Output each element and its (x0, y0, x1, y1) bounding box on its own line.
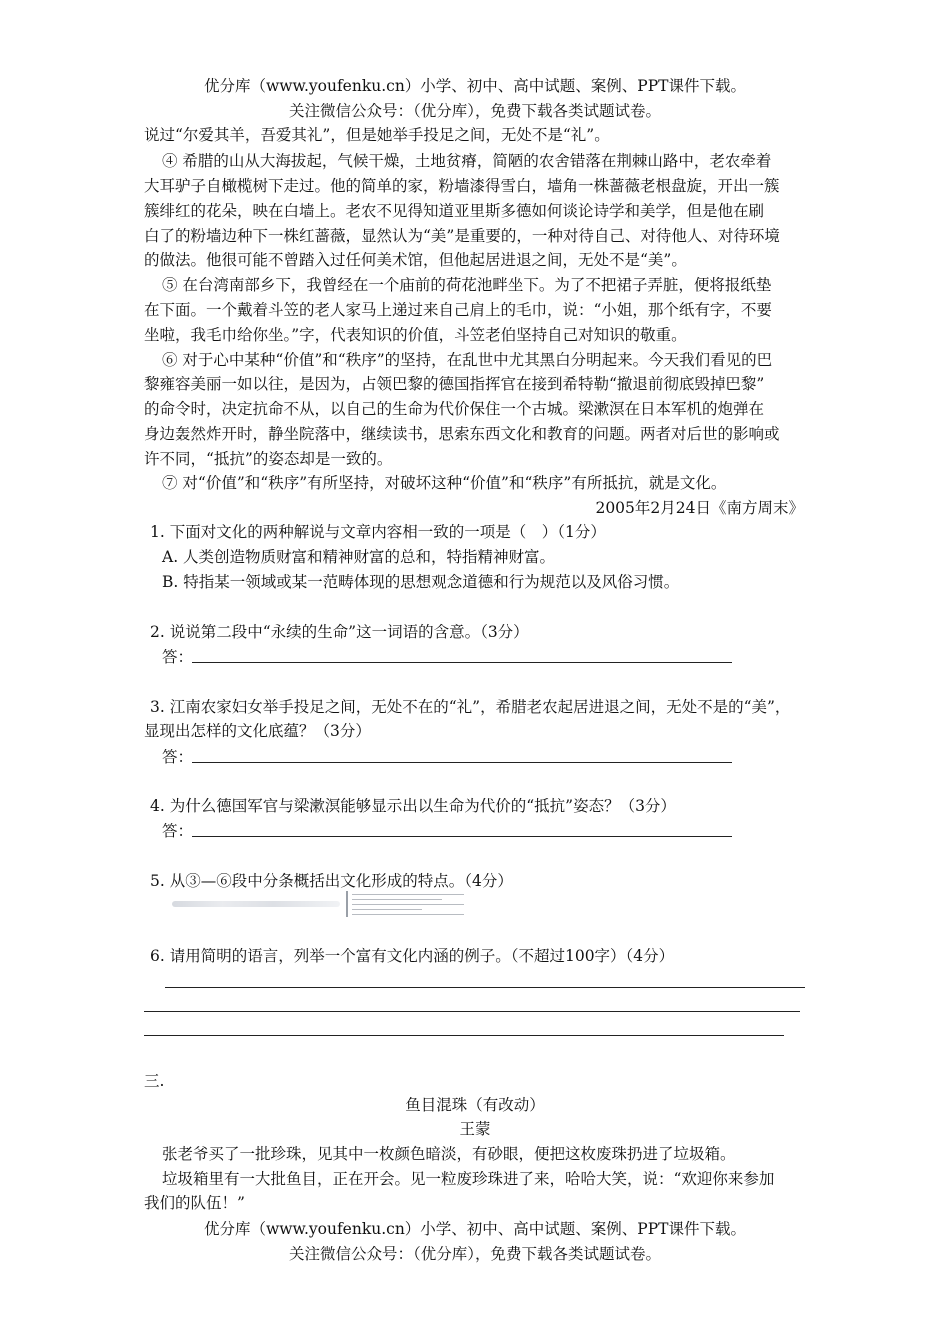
question-3-line-2: 显现出怎样的文化底蕴？（3分） (144, 722, 371, 740)
answer-line-q6-2[interactable] (144, 1011, 800, 1012)
answer-label: 答： (162, 822, 194, 840)
answer-label: 答： (162, 648, 194, 666)
answer-line-q2[interactable] (192, 662, 732, 663)
article-line: 大耳驴子自橄榄树下走过。他的简单的家，粉墙漆得雪白，墙角一株蔷薇老根盘旋，开出一簇 (144, 177, 780, 195)
blurred-smudge (172, 901, 340, 907)
article-line: 的命令时，决定抗命不从，以自己的生命为代价保住一个古城。梁漱溟在日本军机的炮弹在 (144, 400, 765, 418)
article-line: 许不同，“抵抗”的姿态却是一致的。 (144, 450, 393, 468)
footer-line-1: 优分库（www.youfenku.cn）小学、初中、高中试题、案例、PPT课件下载。 (203, 1220, 747, 1238)
article-line: 说过“尔爱其羊，吾爱其礼”，但是她举手投足之间，无处不是“礼”。 (144, 126, 610, 144)
section-paragraph-1: 张老爷买了一批珍珠，见其中一枚颜色暗淡，有砂眼，便把这枚废珠扔进了垃圾箱。 (162, 1145, 736, 1163)
answer-label: 答： (162, 748, 194, 766)
question-4: 4. 为什么德国军官与梁漱溟能够显示出以生命为代价的“抵抗”姿态？（3分） (150, 797, 676, 815)
question-2: 2. 说说第二段中“永续的生命”这一词语的含意。（3分） (150, 623, 529, 641)
blurred-answer-image (172, 891, 472, 917)
article-line: 黎雍容美丽一如以往，是因为，占领巴黎的德国指挥官在接到希特勒“撤退前彻底毁掉巴黎” (144, 375, 765, 393)
section-title: 鱼目混珠（有改动） (405, 1096, 545, 1114)
article-line: ⑤ 在台湾南部乡下，我曾经在一个庙前的荷花池畔坐下。为了不把裙子弄脏，便将报纸垫 (162, 276, 772, 294)
article-line: 的做法。他很可能不曾踏入过任何美术馆，但他起居进退之间，无处不是“美”。 (144, 251, 687, 269)
article-line: 簇绯红的花朵，映在白墙上。老农不见得知道亚里斯多德如何谈论诗学和美学，但是他在刷 (144, 202, 765, 220)
article-line: ⑥ 对于心中某种“价值”和“秩序”的坚持，在乱世中尤其黑白分明起来。今天我们看见的巴 (162, 351, 773, 369)
section-paragraph-2-line-1: 垃圾箱里有一大批鱼目，正在开会。见一粒废珍珠进了来，哈哈大笑，说：“欢迎你来参加 (162, 1170, 775, 1188)
question-6: 6. 请用简明的语言，列举一个富有文化内涵的例子。（不超过100字）（4分） (150, 947, 675, 965)
answer-line-q6-3[interactable] (144, 1035, 784, 1036)
section-author: 王蒙 (459, 1120, 491, 1138)
section-number: 三. (144, 1072, 165, 1090)
question-5: 5. 从③—⑥段中分条概括出文化形成的特点。（4分） (150, 872, 513, 890)
article-line: ⑦ 对“价值”和“秩序”有所坚持，对破坏这种“价值”和“秩序”有所抵抗，就是文化。 (162, 474, 727, 492)
question-1: 1. 下面对文化的两种解说与文章内容相一致的一项是（ ）（1分） (150, 523, 606, 541)
header-line-2: 关注微信公众号：（优分库），免费下载各类试题试卷。 (288, 102, 661, 120)
header-line-1: 优分库（www.youfenku.cn）小学、初中、高中试题、案例、PPT课件下载。 (203, 77, 747, 95)
article-source: 2005年2月24日《南方周末》 (595, 499, 804, 517)
answer-line-q6-1[interactable] (165, 987, 805, 988)
mini-table-thumbnail (346, 891, 472, 917)
article-line: 身边轰然炸开时，静坐院落中，继续读书，思索东西文化和教育的问题。两者对后世的影响或 (144, 425, 780, 443)
answer-line-q3[interactable] (192, 762, 732, 763)
article-line: 在下面。一个戴着斗笠的老人家马上递过来自己肩上的毛巾，说：“小姐，那个纸有字，不要 (144, 301, 772, 319)
article-line: 白了的粉墙边种下一株红蔷薇，显然认为“美”是重要的，一种对待自己、对待他人、对待环境 (144, 227, 780, 245)
question-1-option-b: B. 特指某一领域或某一范畴体现的思想观念道德和行为规范以及风俗习惯。 (162, 573, 680, 591)
section-paragraph-2-line-2: 我们的队伍！” (144, 1194, 245, 1212)
answer-line-q4[interactable] (192, 836, 732, 837)
question-1-option-a: A. 人类创造物质财富和精神财富的总和，特指精神财富。 (162, 548, 556, 566)
article-line: 坐啦，我毛巾给你坐。”字，代表知识的价值，斗笠老伯坚持自己对知识的敬重。 (144, 326, 687, 344)
footer-line-2: 关注微信公众号：（优分库），免费下载各类试题试卷。 (288, 1245, 661, 1263)
article-line: ④ 希腊的山从大海拔起，气候干燥，土地贫瘠，简陋的农舍错落在荆棘山路中，老农牵着 (162, 152, 772, 170)
question-3-line-1: 3. 江南农家妇女举手投足之间，无处不在的“礼”，希腊老农起居进退之间，无处不是的“美”， (150, 698, 791, 716)
